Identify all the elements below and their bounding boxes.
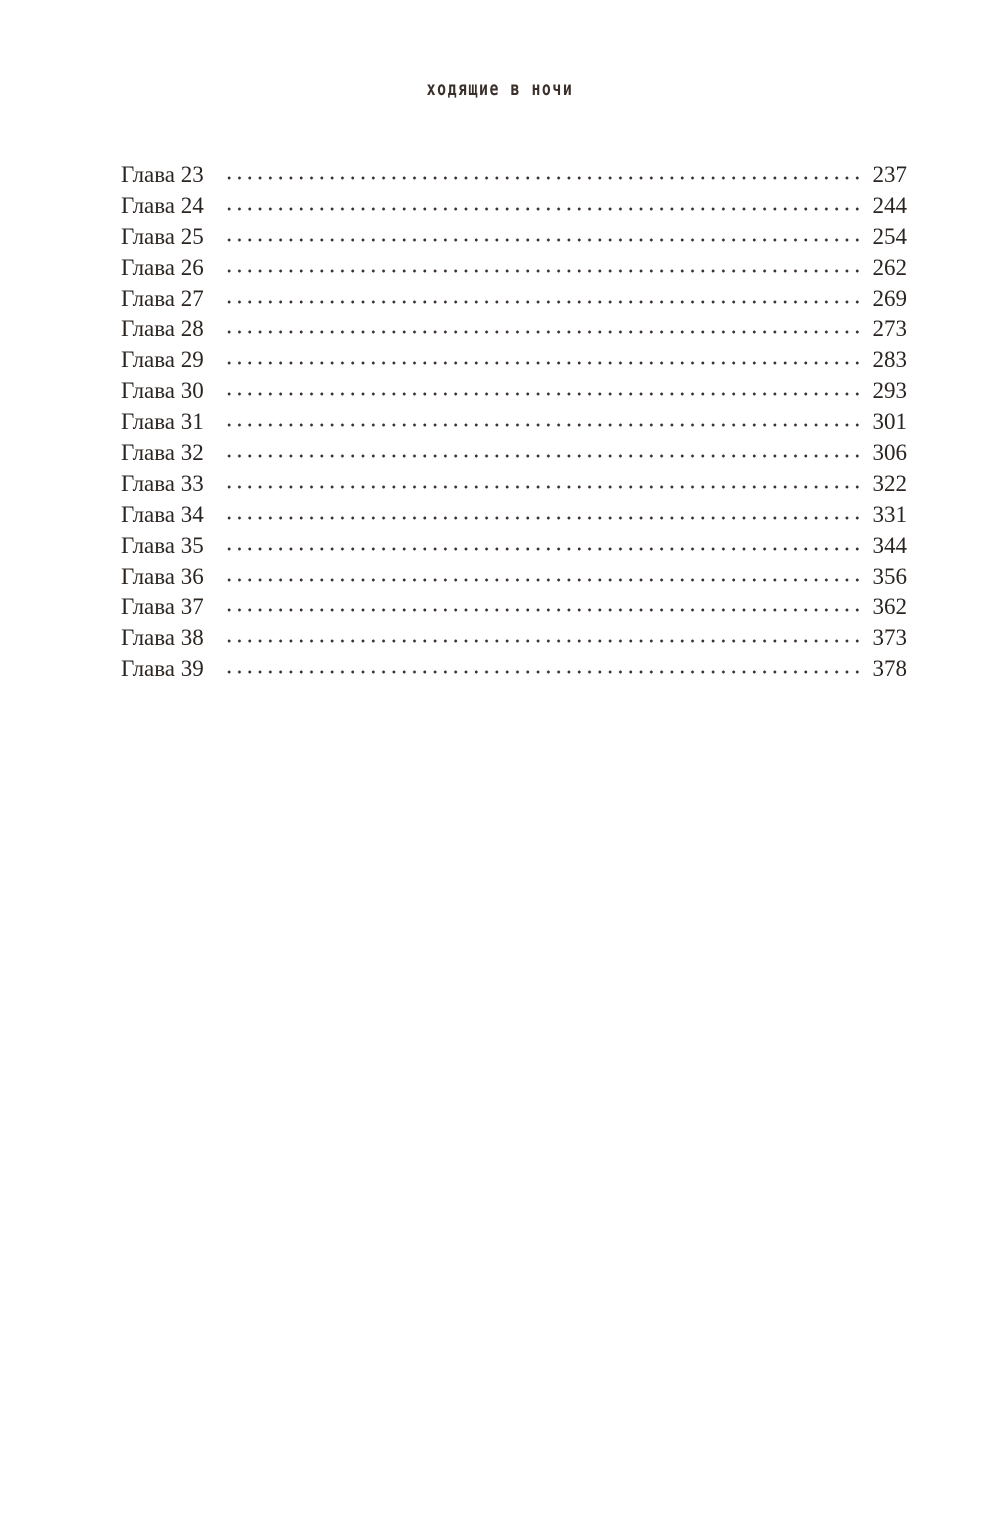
toc-entry-label: Глава 34	[121, 501, 204, 527]
toc-entry	[121, 562, 907, 593]
toc-entry-page-number: 244	[872, 192, 907, 218]
toc-entry-label: Глава 37	[121, 594, 204, 620]
dot-leader	[224, 206, 863, 212]
toc-entry-label: Глава 25	[121, 223, 204, 249]
toc-entry-label: Глава 26	[121, 254, 204, 280]
toc-entry	[121, 469, 907, 500]
dot-leader	[224, 237, 863, 243]
toc-entry-label: Глава 23	[121, 162, 204, 187]
toc-entry-label: Глава 29	[121, 347, 204, 373]
toc-entry	[121, 500, 907, 531]
toc-entry	[121, 407, 907, 438]
dot-leader	[224, 360, 863, 366]
dot-leader	[224, 422, 863, 428]
toc-entry-page-number: 283	[872, 347, 907, 373]
toc-entry-label: Глава 31	[121, 409, 204, 435]
toc-entry-label: Глава 33	[121, 470, 204, 496]
dot-leader	[224, 175, 863, 181]
dot-leader	[224, 268, 863, 274]
toc-entry-label: Глава 38	[121, 625, 204, 651]
dot-leader	[224, 484, 863, 490]
dot-leader	[224, 515, 863, 521]
toc-entry-page-number: 322	[872, 470, 907, 496]
toc-entry-page-number: 293	[872, 378, 907, 404]
toc-entry-page-number: 373	[872, 625, 907, 651]
toc-entry-page-number: 269	[872, 285, 907, 311]
running-header: ходящие в ночи	[426, 78, 574, 100]
toc-entry-page-number: 306	[872, 440, 907, 466]
dot-leader	[224, 546, 863, 552]
toc-entry	[121, 284, 907, 315]
toc-entry	[121, 592, 907, 623]
toc-entry-label: Глава 32	[121, 440, 204, 466]
toc-entry	[121, 191, 907, 222]
dot-leader	[224, 391, 863, 397]
toc-entry-label: Глава 39	[121, 656, 204, 682]
toc-entry-page-number: 331	[872, 501, 907, 527]
toc-entry-page-number: 356	[872, 563, 907, 589]
toc-entry-page-number: 237	[872, 162, 907, 187]
toc-entry	[121, 314, 907, 345]
dot-leader	[224, 329, 863, 335]
toc-entry-page-number: 273	[872, 316, 907, 342]
toc-entry-label: Глава 28	[121, 316, 204, 342]
toc-entry	[121, 253, 907, 284]
toc-entry-label: Глава 35	[121, 532, 204, 558]
toc-entry-page-number: 262	[872, 254, 907, 280]
toc-entry	[121, 160, 907, 191]
toc-entry-label: Глава 36	[121, 563, 204, 589]
toc-entry-label: Глава 27	[121, 285, 204, 311]
toc-entry	[121, 654, 907, 685]
toc-entry	[121, 345, 907, 376]
toc-entry-page-number: 254	[872, 223, 907, 249]
toc-entry	[121, 531, 907, 562]
dot-leader	[224, 577, 863, 583]
toc-entry-label: Глава 30	[121, 378, 204, 404]
toc-entry	[121, 623, 907, 654]
toc-entry-page-number: 362	[872, 594, 907, 620]
toc-entry	[121, 376, 907, 407]
toc-entry	[121, 438, 907, 469]
toc-entry-label: Глава 24	[121, 192, 204, 218]
toc-entry-page-number: 301	[872, 409, 907, 435]
dot-leader	[224, 607, 863, 613]
toc-entry	[121, 222, 907, 253]
dot-leader	[224, 453, 863, 459]
dot-leader	[224, 299, 863, 305]
toc-entry-page-number: 378	[872, 656, 907, 682]
toc-entry-page-number: 344	[872, 532, 907, 558]
dot-leader	[224, 638, 863, 644]
table-of-contents	[121, 160, 907, 685]
dot-leader	[224, 669, 863, 675]
